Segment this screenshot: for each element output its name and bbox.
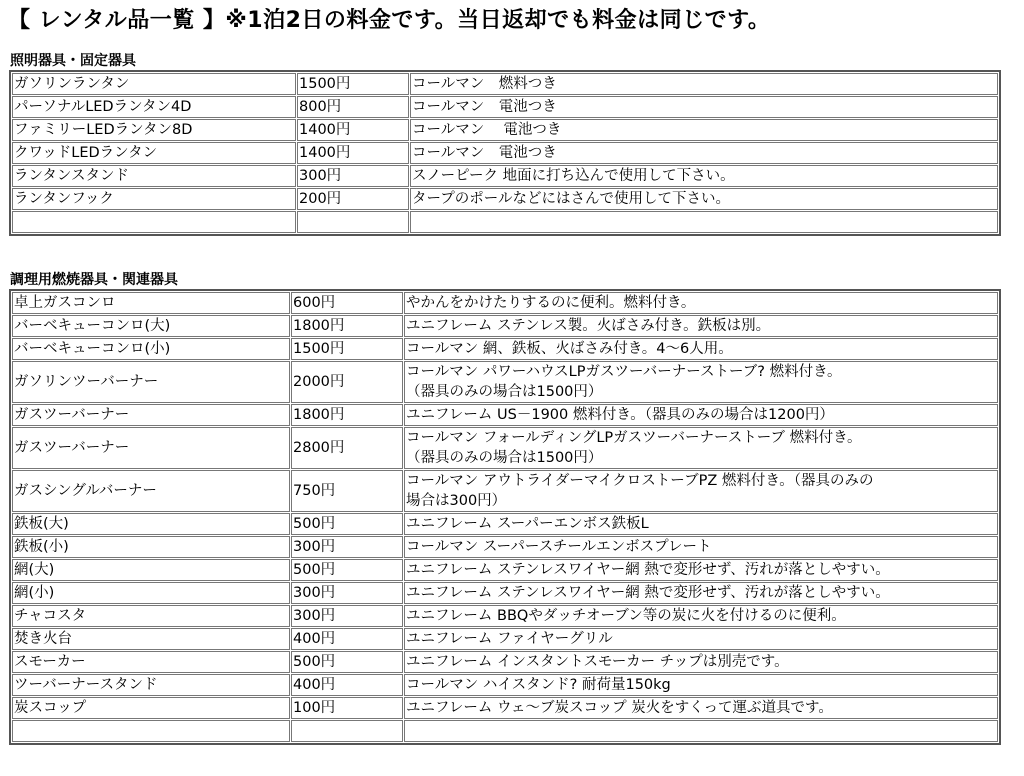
- item-description-cell: コールマン スーパースチールエンボスプレート: [404, 536, 998, 558]
- table-row: [12, 404, 998, 426]
- item-name-cell: パーソナルLEDランタン4D: [12, 96, 296, 118]
- item-price-cell: 300円: [291, 536, 403, 558]
- item-description-cell: ユニフレーム ステンレスワイヤー網 熱で変形せず、汚れが落としやすい。: [404, 582, 998, 604]
- item-description-cell: [410, 211, 998, 233]
- item-price-cell: 200円: [297, 188, 409, 210]
- table-row: [12, 697, 998, 719]
- item-description-cell: コールマン アウトライダーマイクロストーブPZ 燃料付き。（器具のみの 場合は300円）: [404, 470, 998, 512]
- item-price-cell: 1500円: [291, 338, 403, 360]
- table-row: [12, 582, 998, 604]
- item-price-cell: 1800円: [291, 404, 403, 426]
- item-description-cell: コールマン 電池つき: [410, 119, 998, 141]
- item-name-cell: バーベキューコンロ(小): [12, 338, 290, 360]
- item-name-cell: ガソリンツーバーナー: [12, 361, 290, 403]
- table-row: [12, 73, 998, 95]
- item-price-cell: 1800円: [291, 315, 403, 337]
- table-row: [12, 165, 998, 187]
- table-row: [12, 513, 998, 535]
- table-row: [12, 338, 998, 360]
- item-name-cell: 焚き火台: [12, 628, 290, 650]
- item-name-cell: ガソリンランタン: [12, 73, 296, 95]
- item-price-cell: 300円: [291, 605, 403, 627]
- table-row: [12, 361, 998, 403]
- item-price-cell: 100円: [291, 697, 403, 719]
- item-name-cell: バーベキューコンロ(大): [12, 315, 290, 337]
- item-description-cell: コールマン 網、鉄板、火ばさみ付き。4～6人用。: [404, 338, 998, 360]
- item-description-cell: スノーピーク 地面に打ち込んで使用して下さい。: [410, 165, 998, 187]
- item-name-cell: ガスツーバーナー: [12, 427, 290, 469]
- table-row: [12, 628, 998, 650]
- item-name-cell: 鉄板(大): [12, 513, 290, 535]
- item-description-cell: コールマン 電池つき: [410, 142, 998, 164]
- item-price-cell: 500円: [291, 559, 403, 581]
- item-description-cell: コールマン 電池つき: [410, 96, 998, 118]
- item-price-cell: 600円: [291, 292, 403, 314]
- item-name-cell: [12, 211, 296, 233]
- item-price-cell: [297, 211, 409, 233]
- item-name-cell: [12, 720, 290, 742]
- item-name-cell: ツーバーナースタンド: [12, 674, 290, 696]
- cooking-rental-table: [9, 289, 1001, 745]
- item-price-cell: [291, 720, 403, 742]
- item-description-cell: コールマン パワーハウスLPガスツーバーナーストーブ? 燃料付き。 （器具のみの場合は1500円）: [404, 361, 998, 403]
- table-row: [12, 470, 998, 512]
- item-name-cell: スモーカー: [12, 651, 290, 673]
- item-name-cell: クワッドLEDランタン: [12, 142, 296, 164]
- item-name-cell: 卓上ガスコンロ: [12, 292, 290, 314]
- item-price-cell: 1400円: [297, 119, 409, 141]
- section-title-lighting: 照明器具・固定器具: [10, 53, 136, 69]
- table-row: [12, 142, 998, 164]
- item-description-cell: ユニフレーム US－1900 燃料付き。（器具のみの場合は1200円）: [404, 404, 998, 426]
- table-row: [12, 188, 998, 210]
- item-name-cell: ファミリーLEDランタン8D: [12, 119, 296, 141]
- item-description-cell: やかんをかけたりするのに便利。燃料付き。: [404, 292, 998, 314]
- item-name-cell: 網(小): [12, 582, 290, 604]
- table-row: [12, 119, 998, 141]
- table-row: [12, 559, 998, 581]
- table-row: [12, 292, 998, 314]
- table-row: [12, 605, 998, 627]
- item-description-cell: ユニフレーム ステンレスワイヤー網 熱で変形せず、汚れが落としやすい。: [404, 559, 998, 581]
- item-name-cell: 鉄板(小): [12, 536, 290, 558]
- item-description-cell: コールマン 燃料つき: [410, 73, 998, 95]
- table-row: [12, 674, 998, 696]
- item-price-cell: 500円: [291, 651, 403, 673]
- item-name-cell: ガスツーバーナー: [12, 404, 290, 426]
- item-description-cell: ユニフレーム スーパーエンボス鉄板L: [404, 513, 998, 535]
- table-row: [12, 315, 998, 337]
- item-price-cell: 400円: [291, 674, 403, 696]
- page-title: 【 レンタル品一覧 】※1泊2日の料金です。当日返却でも料金は同じです。: [8, 8, 771, 33]
- table-row: [12, 427, 998, 469]
- table-row: [12, 536, 998, 558]
- item-description-cell: ユニフレーム インスタントスモーカー チップは別売です。: [404, 651, 998, 673]
- item-description-cell: コールマン ハイスタンド? 耐荷量150kg: [404, 674, 998, 696]
- item-price-cell: 800円: [297, 96, 409, 118]
- item-name-cell: ランタンフック: [12, 188, 296, 210]
- item-name-cell: ガスシングルバーナー: [12, 470, 290, 512]
- item-price-cell: 1500円: [297, 73, 409, 95]
- table-row: [12, 96, 998, 118]
- item-description-cell: ユニフレーム ステンレス製。火ばさみ付き。鉄板は別。: [404, 315, 998, 337]
- item-price-cell: 2800円: [291, 427, 403, 469]
- item-name-cell: 炭スコップ: [12, 697, 290, 719]
- item-price-cell: 500円: [291, 513, 403, 535]
- item-description-cell: [404, 720, 998, 742]
- section-title-cooking: 調理用燃焼器具・関連器具: [10, 272, 178, 288]
- table-row: [12, 651, 998, 673]
- table-row: [12, 211, 998, 233]
- table-row: [12, 720, 998, 742]
- item-name-cell: 網(大): [12, 559, 290, 581]
- item-price-cell: 300円: [291, 582, 403, 604]
- item-description-cell: ユニフレーム ファイヤーグリル: [404, 628, 998, 650]
- item-price-cell: 2000円: [291, 361, 403, 403]
- item-name-cell: ランタンスタンド: [12, 165, 296, 187]
- item-description-cell: ユニフレーム ウェ～ブ炭スコップ 炭火をすくって運ぶ道具です。: [404, 697, 998, 719]
- item-price-cell: 400円: [291, 628, 403, 650]
- item-description-cell: タープのポールなどにはさんで使用して下さい。: [410, 188, 998, 210]
- item-name-cell: チャコスタ: [12, 605, 290, 627]
- item-price-cell: 1400円: [297, 142, 409, 164]
- item-description-cell: ユニフレーム BBQやダッチオーブン等の炭に火を付けるのに便利。: [404, 605, 998, 627]
- item-price-cell: 750円: [291, 470, 403, 512]
- item-description-cell: コールマン フォールディングLPガスツーバーナーストーブ 燃料付き。 （器具のみの場合は1500円）: [404, 427, 998, 469]
- item-price-cell: 300円: [297, 165, 409, 187]
- lighting-rental-table: [9, 70, 1001, 236]
